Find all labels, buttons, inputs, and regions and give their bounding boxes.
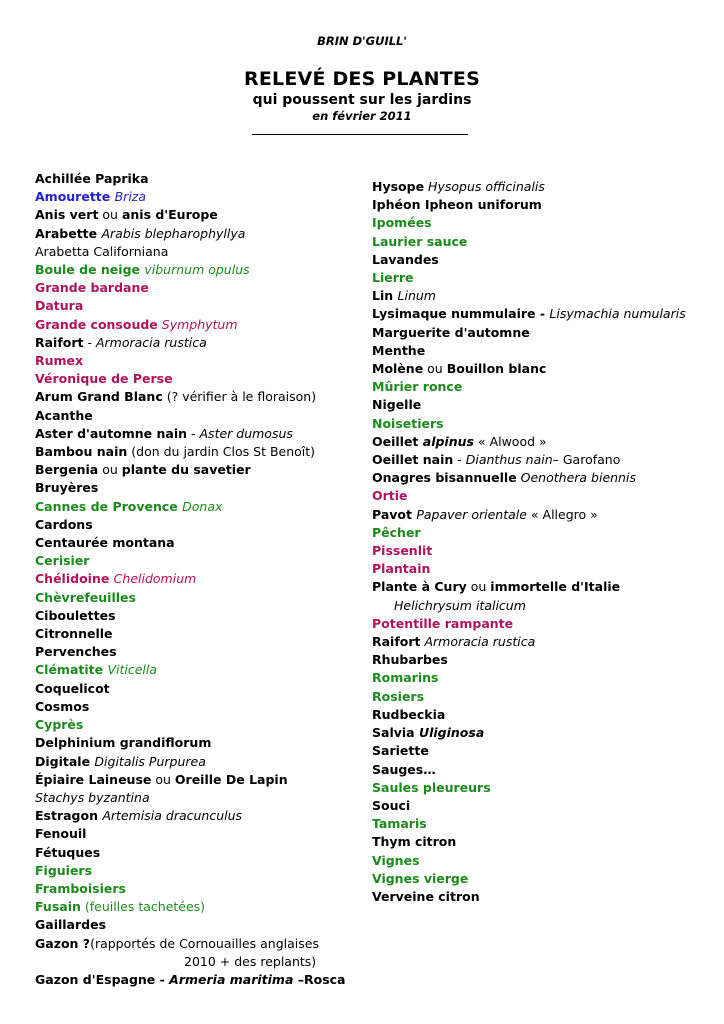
plant-name-part: Armeria maritima <box>169 971 294 987</box>
plant-entry <box>35 425 346 443</box>
plant-entry <box>372 615 686 633</box>
plant-name-part: Souci <box>372 797 411 813</box>
plant-name-part: Grande bardane <box>35 280 149 296</box>
plant-name-part: ou <box>151 771 175 787</box>
plant-entry-second-line <box>35 789 346 807</box>
plant-name-part: Estragon <box>35 808 103 824</box>
plant-name-part: Pavot <box>372 506 417 522</box>
plant-name-part: Potentille rampante <box>372 615 514 631</box>
plant-name-part: Datura <box>35 298 84 314</box>
plant-entry <box>35 753 346 771</box>
plant-name-part: - <box>453 452 466 468</box>
plant-name-part: Boule de neige <box>35 262 145 278</box>
plant-entry <box>35 407 346 425</box>
plant-entry <box>35 316 346 334</box>
plant-name-part: Linum <box>397 288 436 304</box>
plant-name-part: Framboisiers <box>35 880 126 896</box>
plant-entry <box>35 461 346 479</box>
plant-entry <box>372 506 686 524</box>
document-subtitle: qui poussent sur les jardins <box>252 92 472 108</box>
plant-name-part: Uliginosa <box>418 725 485 741</box>
plant-name-part: Gazon d'Espagne - <box>35 971 170 987</box>
plant-entry <box>35 334 346 352</box>
plant-name-part: Chelidomium <box>113 571 197 587</box>
plant-name-part: ou <box>98 207 122 223</box>
plant-entry <box>35 225 346 261</box>
plant-entry <box>35 589 346 607</box>
plant-entry <box>372 469 686 487</box>
plant-name-part: Stachys byzantina <box>35 789 150 805</box>
plant-name-part: Hysope <box>372 179 425 194</box>
plant-name-part: – Garofano <box>552 452 621 468</box>
plant-entry <box>35 370 346 388</box>
plant-name-part: Molène <box>372 361 424 377</box>
document-date: en février 2011 <box>312 109 412 123</box>
plant-entry <box>372 178 686 196</box>
plant-entry <box>35 607 346 625</box>
plant-entry <box>372 724 686 742</box>
plant-entry <box>35 479 346 497</box>
plant-name-part: Amourette <box>35 189 115 205</box>
plant-name-part: Cannes de Provence <box>35 498 183 514</box>
organization-name: BRIN D'GUILL' <box>317 34 407 48</box>
plant-entry <box>35 352 346 370</box>
plant-entry <box>372 706 686 724</box>
plant-name-part: Armoracia rustica <box>95 334 207 350</box>
plant-name-part: ou <box>466 579 491 595</box>
plant-entry <box>35 206 346 224</box>
plant-name-part: (feuilles tachetées) <box>80 899 206 915</box>
plant-entry <box>372 742 686 760</box>
plant-name-part: Anis vert <box>35 207 99 223</box>
plant-name-part: Centaurée montana <box>35 535 175 551</box>
plant-entry <box>35 807 346 825</box>
plant-name-part: Cosmos <box>35 698 90 714</box>
plant-name-part: Iphéon Ipheon uniforum <box>372 197 542 213</box>
plant-name-part: Bergenia <box>35 462 99 478</box>
plant-entry <box>372 797 686 815</box>
plant-entry <box>372 324 686 342</box>
plant-name-part: Arabetta Californiana <box>35 243 169 259</box>
plant-entry <box>35 898 346 916</box>
plant-name-part: Ciboulettes <box>35 607 116 623</box>
plant-name-part: Papaver orientale <box>416 506 527 522</box>
plant-entry <box>35 297 346 315</box>
plant-name-part: Gaillardes <box>35 917 107 933</box>
plant-name-part: Thym citron <box>372 834 457 850</box>
plant-entry <box>35 388 346 406</box>
plant-entry <box>372 251 686 269</box>
plant-entry-second-line <box>35 953 346 971</box>
plant-name-part: plante du savetier <box>121 462 251 478</box>
plant-entry <box>35 716 346 734</box>
plant-name-part: Aster dumosus <box>199 425 293 441</box>
plant-name-part: Arum Grand Blanc <box>35 389 163 405</box>
plant-entry <box>35 680 346 698</box>
plant-entry <box>35 279 346 297</box>
plant-name-part: Dianthus nain <box>465 452 553 468</box>
plant-name-part: Helichrysum italicum <box>394 597 526 613</box>
plant-entry <box>35 844 346 862</box>
plant-name-part: Plante à Cury <box>372 579 467 595</box>
plant-name-part: - <box>83 334 96 350</box>
plant-entry <box>35 170 346 188</box>
plant-entry <box>372 214 686 232</box>
plant-name-part: Delphinium grandiflorum <box>35 735 212 751</box>
plant-name-part: « Allegro » <box>526 506 598 522</box>
plant-name-part: Arabis blepharophyllya <box>101 225 246 241</box>
plant-name-part: Onagres bisannuelle <box>372 470 517 486</box>
plant-name-part: Pêcher <box>372 524 421 540</box>
plant-name-part: (rapportés de Cornouailles anglaises <box>90 935 319 951</box>
plant-list-left-column <box>35 170 346 989</box>
plant-name-part: immortelle d'Italie <box>490 579 621 595</box>
plant-name-part: Clématite <box>35 662 108 678</box>
plant-entry-second-line <box>35 243 346 261</box>
plant-entry <box>35 862 346 880</box>
plant-name-part: 2010 + des replants) <box>184 953 317 969</box>
plant-entry <box>372 378 686 396</box>
plant-name-part: Hysopus officinalis <box>424 179 545 194</box>
plant-name-part: alpinus <box>422 433 474 449</box>
plant-name-part: Chélidoine <box>35 571 114 587</box>
plant-name-part: Pissenlit <box>372 543 433 559</box>
plant-entry <box>35 771 346 807</box>
plant-entry <box>372 524 686 542</box>
plant-name-part: viburnum opulus <box>144 262 250 278</box>
plant-name-part: Arabette <box>35 225 102 241</box>
plant-entry <box>372 487 686 505</box>
plant-name-part: Lin <box>372 288 398 304</box>
plant-entry <box>372 415 686 433</box>
plant-name-part: Véronique de Perse <box>35 371 173 387</box>
plant-entry <box>372 688 686 706</box>
plant-entry <box>372 888 686 906</box>
plant-name-part: Marguerite d'automne <box>372 324 530 340</box>
plant-name-part: (don du jardin Clos St Benoît) <box>127 444 316 460</box>
plant-name-part: Fenouil <box>35 826 87 842</box>
plant-entry <box>35 534 346 552</box>
plant-name-part: Cerisier <box>35 553 90 569</box>
plant-name-part: Pervenches <box>35 644 117 660</box>
plant-entry <box>372 560 686 578</box>
document-title: RELEVÉ DES PLANTES <box>244 68 480 90</box>
plant-entry <box>372 651 686 669</box>
plant-name-part: - <box>187 425 200 441</box>
plant-name-part: Raifort <box>372 634 421 650</box>
plant-entry <box>372 342 686 360</box>
plant-name-part: Épiaire Laineuse <box>35 771 152 787</box>
plant-name-part: Nigelle <box>372 397 422 413</box>
plant-entry <box>35 825 346 843</box>
plant-entry <box>35 935 346 971</box>
plant-name-part: Chèvrefeuilles <box>35 589 136 605</box>
plant-entry <box>35 734 346 752</box>
plant-name-part: Grande consoude <box>35 316 158 332</box>
plant-name-part: (? vérifier à le floraison) <box>162 389 317 405</box>
plant-name-part: Laurier sauce <box>372 233 468 249</box>
plant-entry <box>372 196 686 214</box>
plant-name-part: Oeillet nain <box>372 452 454 468</box>
plant-name-part: Bruyères <box>35 480 99 496</box>
plant-entry <box>372 633 686 651</box>
plant-name-part: Romarins <box>372 670 439 686</box>
plant-name-part: Armoracia rustica <box>420 634 536 650</box>
plant-name-part: Aster d'automne nain <box>35 425 188 441</box>
plant-name-part: Sariette <box>372 743 429 759</box>
plant-name-part: Coquelicot <box>35 680 110 696</box>
plant-name-part: Cyprès <box>35 717 84 733</box>
plant-name-part: Citronnelle <box>35 626 113 642</box>
plant-name-part: Plantain <box>372 561 431 577</box>
plant-entry <box>372 269 686 287</box>
plant-name-part: Rudbeckia <box>372 706 446 722</box>
plant-name-part: Rosiers <box>372 688 425 704</box>
plant-name-part: Noisetiers <box>372 415 444 431</box>
plant-name-part: anis d'Europe <box>121 207 218 223</box>
plant-entry <box>372 815 686 833</box>
plant-name-part: Sauges… <box>372 761 436 777</box>
plant-entry <box>35 698 346 716</box>
plant-name-part: Gazon ? <box>35 935 91 951</box>
plant-entry <box>35 880 346 898</box>
plant-name-part: Menthe <box>372 342 426 358</box>
plant-entry <box>372 451 686 469</box>
plant-entry <box>372 305 686 323</box>
plant-entry <box>372 542 686 560</box>
plant-entry <box>372 761 686 779</box>
plant-entry <box>35 188 346 206</box>
plant-name-part: Briza <box>114 189 147 205</box>
plant-name-part: Achillée Paprika <box>35 171 149 186</box>
plant-name-part: Lierre <box>372 270 414 286</box>
plant-name-part: Ortie <box>372 488 408 504</box>
plant-entry <box>372 433 686 451</box>
plant-name-part: Ipomées <box>372 215 432 231</box>
plant-name-part: Mûrier ronce <box>372 379 463 395</box>
plant-entry <box>372 287 686 305</box>
plant-name-part: Vignes <box>372 852 420 868</box>
plant-name-part: Lavandes <box>372 251 439 267</box>
plant-name-part: Symphytum <box>157 316 238 332</box>
plant-name-part: Vignes vierge <box>372 870 469 886</box>
plant-name-part: Oreille De Lapin <box>174 771 288 787</box>
plant-entry <box>35 261 346 279</box>
plant-name-part: Verveine citron <box>372 888 480 904</box>
plant-entry <box>372 396 686 414</box>
plant-name-part: Acanthe <box>35 407 93 423</box>
plant-entry <box>35 661 346 679</box>
plant-entry <box>35 570 346 588</box>
plant-entry <box>35 625 346 643</box>
title-underline <box>252 134 468 135</box>
plant-name-part: Fusain <box>35 899 81 915</box>
plant-entry <box>372 779 686 797</box>
plant-entry-second-line <box>372 597 686 615</box>
plant-name-part: Saules pleureurs <box>372 779 491 795</box>
plant-entry <box>372 360 686 378</box>
plant-name-part: –Rosca <box>293 971 346 987</box>
plant-name-part: ou <box>423 361 447 377</box>
plant-entry <box>372 870 686 888</box>
plant-name-part: « Alwood » <box>473 433 547 449</box>
plant-name-part: Lisymachia numularis <box>549 306 686 322</box>
plant-entry <box>35 443 346 461</box>
plant-name-part: Artemisia dracunculus <box>102 808 243 824</box>
plant-name-part: Raifort <box>35 334 84 350</box>
plant-name-part: Cardons <box>35 516 93 532</box>
plant-name-part: Oeillet <box>372 433 423 449</box>
plant-entry <box>372 578 686 614</box>
plant-name-part: Digitalis Purpurea <box>94 753 206 769</box>
plant-name-part: Viticella <box>107 662 158 678</box>
plant-name-part: ou <box>98 462 122 478</box>
plant-name-part: Digitale <box>35 753 95 769</box>
plant-entry <box>372 669 686 687</box>
plant-name-part: Donax <box>182 498 223 514</box>
plant-name-part: Rumex <box>35 353 84 369</box>
plant-entry <box>35 971 346 989</box>
plant-entry <box>35 498 346 516</box>
plant-entry <box>35 552 346 570</box>
plant-list-right-column <box>372 178 686 906</box>
plant-name-part: Fétuques <box>35 844 101 860</box>
plant-name-part: Tamaris <box>372 816 427 832</box>
plant-entry <box>372 233 686 251</box>
plant-entry <box>372 852 686 870</box>
plant-entry <box>35 916 346 934</box>
plant-name-part: Lysimaque nummulaire - <box>372 306 550 322</box>
plant-entry <box>372 833 686 851</box>
plant-name-part: Bambou nain <box>35 444 128 460</box>
plant-name-part: Rhubarbes <box>372 652 448 668</box>
plant-entry <box>35 516 346 534</box>
plant-name-part: Bouillon blanc <box>446 361 547 377</box>
plant-name-part: Oenothera biennis <box>516 470 636 486</box>
plant-name-part: Salvia <box>372 725 419 741</box>
plant-entry <box>35 643 346 661</box>
plant-name-part: Figuiers <box>35 862 93 878</box>
